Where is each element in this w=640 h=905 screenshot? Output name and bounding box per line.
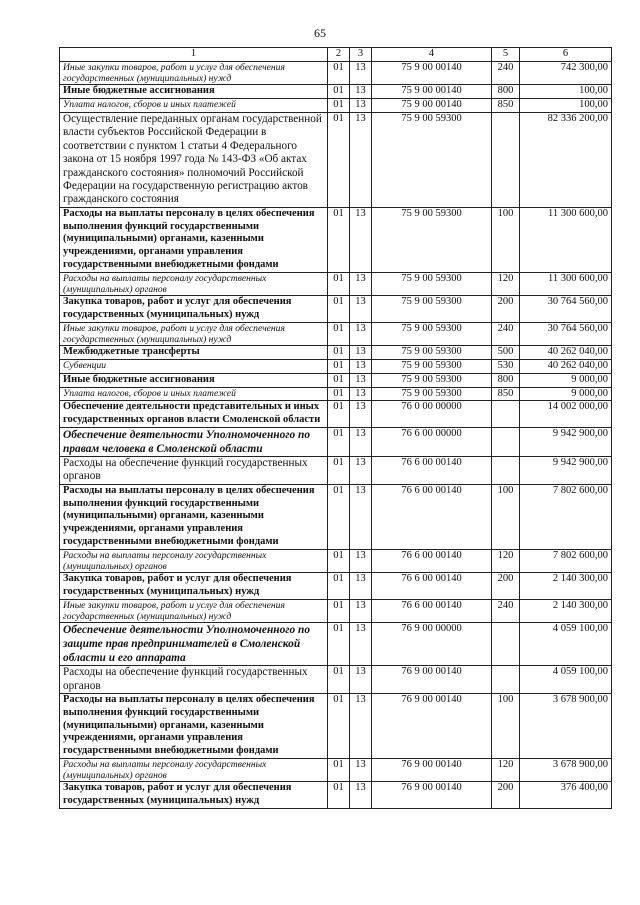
cell-expense-type: 200 — [492, 782, 520, 809]
cell-name: Обеспечение деятельности Уполномоченного по правам человека в Смоленской области — [60, 428, 328, 457]
cell-subsection: 13 — [350, 759, 372, 782]
cell-expense-type — [492, 457, 520, 485]
cell-target-article: 75 9 00 59300 — [372, 322, 492, 345]
cell-amount: 4 059 100,00 — [520, 623, 612, 666]
cell-subsection: 13 — [350, 694, 372, 759]
cell-target-article: 75 9 00 00140 — [372, 99, 492, 113]
cell-expense-type: 850 — [492, 387, 520, 401]
table-row — [60, 85, 612, 99]
cell-amount: 7 802 600,00 — [520, 484, 612, 549]
cell-target-article: 76 9 00 00000 — [372, 623, 492, 666]
cell-name: Субвенции — [60, 360, 328, 374]
table-row — [60, 387, 612, 401]
cell-subsection: 13 — [350, 401, 372, 428]
cell-target-article: 76 6 00 00140 — [372, 484, 492, 549]
cell-expense-type: 100 — [492, 694, 520, 759]
cell-name: Расходы на выплаты персоналу государственных (муниципальных) органов — [60, 272, 328, 295]
table-row — [60, 272, 612, 295]
cell-target-article: 76 9 00 00140 — [372, 759, 492, 782]
table-row — [60, 346, 612, 360]
cell-target-article: 75 9 00 59300 — [372, 296, 492, 323]
cell-target-article: 76 6 00 00140 — [372, 599, 492, 622]
table-body — [60, 62, 612, 809]
cell-expense-type: 240 — [492, 599, 520, 622]
cell-expense-type — [492, 428, 520, 457]
cell-name: Обеспечение деятельности Уполномоченного по защите прав предпринимателей в Смоленской области и его аппарата — [60, 623, 328, 666]
cell-target-article: 75 9 00 00140 — [372, 62, 492, 85]
table-row — [60, 694, 612, 759]
cell-target-article: 76 6 00 00140 — [372, 549, 492, 572]
cell-section: 01 — [328, 401, 350, 428]
table-row — [60, 62, 612, 85]
cell-section: 01 — [328, 782, 350, 809]
table-row — [60, 428, 612, 457]
cell-target-article: 75 9 00 59300 — [372, 360, 492, 374]
cell-target-article: 76 6 00 00140 — [372, 573, 492, 600]
column-header-section: 2 — [328, 48, 350, 62]
cell-amount: 9 000,00 — [520, 387, 612, 401]
cell-subsection: 13 — [350, 207, 372, 272]
table-row — [60, 207, 612, 272]
cell-amount: 3 678 900,00 — [520, 759, 612, 782]
cell-subsection: 13 — [350, 346, 372, 360]
cell-amount: 2 140 300,00 — [520, 573, 612, 600]
cell-section: 01 — [328, 457, 350, 485]
table-row — [60, 599, 612, 622]
cell-section: 01 — [328, 360, 350, 374]
cell-section: 01 — [328, 99, 350, 113]
cell-target-article: 75 9 00 59300 — [372, 387, 492, 401]
table-row — [60, 573, 612, 600]
cell-expense-type: 850 — [492, 99, 520, 113]
table-row — [60, 322, 612, 345]
column-header-expense-type: 5 — [492, 48, 520, 62]
cell-amount: 14 002 000,00 — [520, 401, 612, 428]
table-row — [60, 549, 612, 572]
cell-section: 01 — [328, 623, 350, 666]
table-header-row — [60, 48, 612, 62]
cell-expense-type — [492, 401, 520, 428]
cell-expense-type: 500 — [492, 346, 520, 360]
cell-name: Расходы на выплаты персоналу государственных (муниципальных) органов — [60, 759, 328, 782]
cell-expense-type: 100 — [492, 207, 520, 272]
cell-name: Закупка товаров, работ и услуг для обеспечения государственных (муниципальных) нужд — [60, 573, 328, 600]
cell-target-article: 76 9 00 00140 — [372, 666, 492, 694]
page-number: 65 — [314, 26, 326, 40]
cell-name: Осуществление переданных органам государственной власти субъектов Российской Федерации в соответствии с пунктом 1 статьи 4 Федерального закона от 15 ноября 1997 года № 143-ФЗ «Об актах гражданского состояния» полномочий Российской Федерации на государственную регистрацию актов гражданского состояния — [60, 113, 328, 208]
cell-section: 01 — [328, 113, 350, 208]
cell-name: Иные закупки товаров, работ и услуг для обеспечения государственных (муниципальных) нужд — [60, 62, 328, 85]
cell-section: 01 — [328, 666, 350, 694]
cell-name: Иные бюджетные ассигнования — [60, 373, 328, 387]
cell-amount: 40 262 040,00 — [520, 346, 612, 360]
cell-name: Уплата налогов, сборов и иных платежей — [60, 387, 328, 401]
cell-amount: 30 764 560,00 — [520, 296, 612, 323]
cell-expense-type: 120 — [492, 549, 520, 572]
cell-section: 01 — [328, 85, 350, 99]
cell-name: Иные закупки товаров, работ и услуг для обеспечения государственных (муниципальных) нужд — [60, 322, 328, 345]
cell-amount: 2 140 300,00 — [520, 599, 612, 622]
cell-subsection: 13 — [350, 573, 372, 600]
cell-section: 01 — [328, 484, 350, 549]
cell-name: Уплата налогов, сборов и иных платежей — [60, 99, 328, 113]
cell-target-article: 75 9 00 59300 — [372, 272, 492, 295]
cell-expense-type: 800 — [492, 85, 520, 99]
cell-section: 01 — [328, 387, 350, 401]
cell-section: 01 — [328, 759, 350, 782]
column-header-amount: 6 — [520, 48, 612, 62]
cell-subsection: 13 — [350, 782, 372, 809]
cell-name: Закупка товаров, работ и услуг для обеспечения государственных (муниципальных) нужд — [60, 296, 328, 323]
cell-target-article: 76 6 00 00140 — [372, 457, 492, 485]
cell-expense-type: 200 — [492, 296, 520, 323]
cell-expense-type: 120 — [492, 272, 520, 295]
cell-subsection: 13 — [350, 360, 372, 374]
cell-amount: 3 678 900,00 — [520, 694, 612, 759]
cell-name: Расходы на выплаты персоналу в целях обеспечения выполнения функций государственными (муниципальными) органами, казенными учреждениями, органами управления государственными внебюджетными фондами — [60, 694, 328, 759]
table-row — [60, 360, 612, 374]
table-row — [60, 99, 612, 113]
cell-target-article: 76 0 00 00000 — [372, 401, 492, 428]
cell-name: Расходы на выплаты персоналу в целях обеспечения выполнения функций государственными (муниципальными) органами, казенными учреждениями, органами управления государственными внебюджетными фондами — [60, 484, 328, 549]
cell-subsection: 13 — [350, 296, 372, 323]
cell-target-article: 75 9 00 59300 — [372, 346, 492, 360]
cell-subsection: 13 — [350, 428, 372, 457]
table-row — [60, 113, 612, 208]
cell-section: 01 — [328, 573, 350, 600]
cell-section: 01 — [328, 296, 350, 323]
cell-amount: 742 300,00 — [520, 62, 612, 85]
cell-subsection: 13 — [350, 373, 372, 387]
cell-amount: 30 764 560,00 — [520, 322, 612, 345]
table-row — [60, 666, 612, 694]
cell-amount: 9 000,00 — [520, 373, 612, 387]
cell-expense-type — [492, 113, 520, 208]
cell-amount: 4 059 100,00 — [520, 666, 612, 694]
table-row — [60, 484, 612, 549]
cell-amount: 100,00 — [520, 85, 612, 99]
cell-expense-type: 120 — [492, 759, 520, 782]
cell-section: 01 — [328, 694, 350, 759]
cell-expense-type — [492, 666, 520, 694]
cell-amount: 82 336 200,00 — [520, 113, 612, 208]
cell-expense-type: 530 — [492, 360, 520, 374]
cell-target-article: 75 9 00 59300 — [372, 373, 492, 387]
cell-expense-type — [492, 623, 520, 666]
column-header-subsection: 3 — [350, 48, 372, 62]
cell-target-article: 76 6 00 00000 — [372, 428, 492, 457]
cell-name: Закупка товаров, работ и услуг для обеспечения государственных (муниципальных) нужд — [60, 782, 328, 809]
cell-amount: 11 300 600,00 — [520, 272, 612, 295]
cell-amount: 7 802 600,00 — [520, 549, 612, 572]
cell-expense-type: 240 — [492, 322, 520, 345]
cell-subsection: 13 — [350, 549, 372, 572]
cell-name: Расходы на выплаты персоналу государственных (муниципальных) органов — [60, 549, 328, 572]
cell-name: Расходы на обеспечение функций государственных органов — [60, 457, 328, 485]
cell-section: 01 — [328, 346, 350, 360]
cell-section: 01 — [328, 599, 350, 622]
cell-subsection: 13 — [350, 99, 372, 113]
cell-subsection: 13 — [350, 457, 372, 485]
cell-name: Иные закупки товаров, работ и услуг для обеспечения государственных (муниципальных) нужд — [60, 599, 328, 622]
cell-subsection: 13 — [350, 272, 372, 295]
cell-amount: 9 942 900,00 — [520, 457, 612, 485]
cell-section: 01 — [328, 373, 350, 387]
cell-amount: 9 942 900,00 — [520, 428, 612, 457]
cell-subsection: 13 — [350, 484, 372, 549]
cell-subsection: 13 — [350, 322, 372, 345]
cell-section: 01 — [328, 549, 350, 572]
cell-amount: 100,00 — [520, 99, 612, 113]
cell-section: 01 — [328, 207, 350, 272]
table-row — [60, 373, 612, 387]
cell-target-article: 76 9 00 00140 — [372, 782, 492, 809]
cell-subsection: 13 — [350, 387, 372, 401]
cell-subsection: 13 — [350, 113, 372, 208]
cell-section: 01 — [328, 428, 350, 457]
cell-name: Межбюджетные трансферты — [60, 346, 328, 360]
cell-amount: 40 262 040,00 — [520, 360, 612, 374]
column-header-name: 1 — [60, 48, 328, 62]
cell-subsection: 13 — [350, 62, 372, 85]
cell-expense-type: 200 — [492, 573, 520, 600]
budget-table — [59, 47, 612, 809]
table-row — [60, 623, 612, 666]
table-row — [60, 296, 612, 323]
table-row — [60, 782, 612, 809]
cell-subsection: 13 — [350, 85, 372, 99]
cell-target-article: 76 9 00 00140 — [372, 694, 492, 759]
cell-subsection: 13 — [350, 623, 372, 666]
cell-name: Расходы на выплаты персоналу в целях обеспечения выполнения функций государственными (муниципальными) органами, казенными учреждениями, органами управления государственными внебюджетными фондами — [60, 207, 328, 272]
cell-name: Обеспечение деятельности представительных и иных государственных органов власти Смоленской области — [60, 401, 328, 428]
cell-target-article: 75 9 00 59300 — [372, 207, 492, 272]
cell-subsection: 13 — [350, 599, 372, 622]
cell-expense-type: 240 — [492, 62, 520, 85]
cell-target-article: 75 9 00 59300 — [372, 113, 492, 208]
cell-name: Иные бюджетные ассигнования — [60, 85, 328, 99]
cell-section: 01 — [328, 272, 350, 295]
table-row — [60, 401, 612, 428]
cell-section: 01 — [328, 62, 350, 85]
cell-amount: 376 400,00 — [520, 782, 612, 809]
table-row — [60, 759, 612, 782]
cell-target-article: 75 9 00 00140 — [372, 85, 492, 99]
cell-section: 01 — [328, 322, 350, 345]
cell-expense-type: 100 — [492, 484, 520, 549]
column-header-target-article: 4 — [372, 48, 492, 62]
table-row — [60, 457, 612, 485]
cell-name: Расходы на обеспечение функций государственных органов — [60, 666, 328, 694]
cell-subsection: 13 — [350, 666, 372, 694]
cell-expense-type: 800 — [492, 373, 520, 387]
cell-amount: 11 300 600,00 — [520, 207, 612, 272]
